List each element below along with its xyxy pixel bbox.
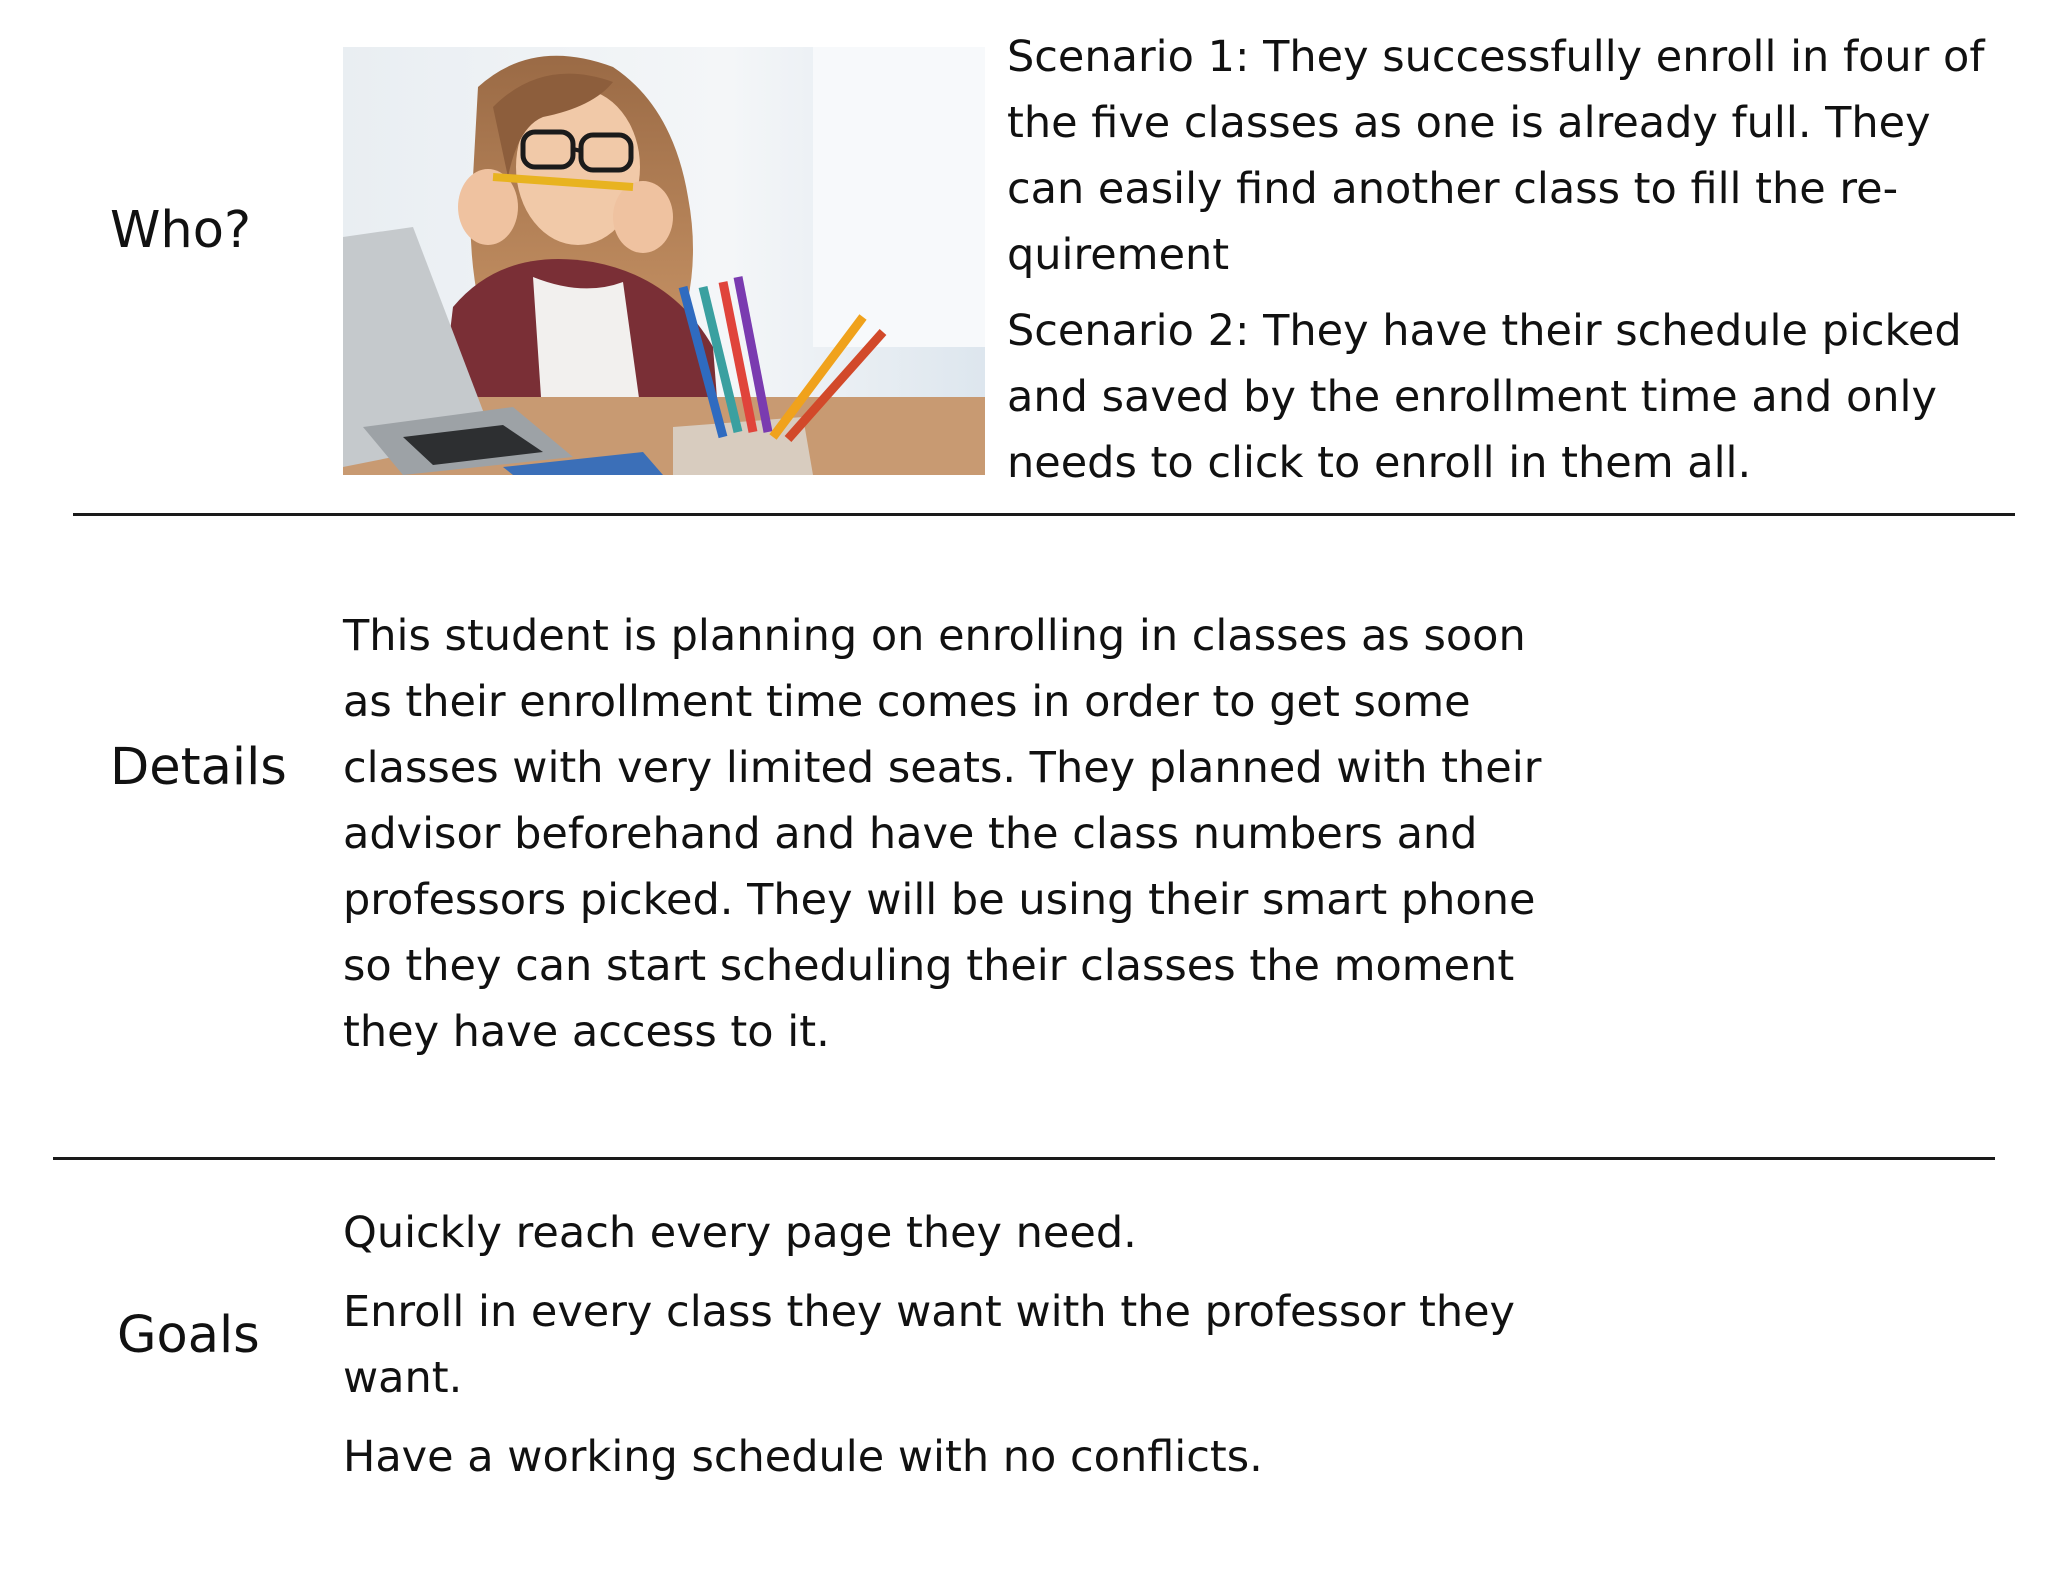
who-label: Who?: [110, 201, 252, 260]
who-scenarios: [1007, 24, 2007, 496]
scenario-2: Scenario 2: They have their schedule picked and saved by the enrollment time and only needs to click to enroll in them all.: [1007, 306, 1962, 488]
section-divider-2: [53, 1157, 1995, 1160]
scenario-1: Scenario 1: They successfully enroll in four of the five classes as one is already full. They can easily find another class to fill the re-quirement: [1007, 32, 1985, 280]
student-at-laptop-photo-icon: [343, 47, 985, 475]
goals-list: [343, 1200, 1553, 1490]
goals-label: Goals: [117, 1306, 260, 1365]
goal-item: Have a working schedule with no conflicts.: [343, 1432, 1263, 1482]
goal-item: Quickly reach every page they need.: [343, 1208, 1137, 1258]
details-text: This student is planning on enrolling in classes as soon as their enrollment time comes in order to get some classes with very limited seats. They planned with their advisor beforehand and have the class numbers and professors picked. They will be using their smart phone so they can start scheduling their classes the moment they have access to it.: [343, 611, 1542, 1057]
student-photo: [343, 47, 985, 475]
goal-item: Enroll in every class they want with the professor they want.: [343, 1287, 1515, 1403]
section-divider-1: [73, 513, 2015, 516]
details-label: Details: [110, 738, 287, 797]
